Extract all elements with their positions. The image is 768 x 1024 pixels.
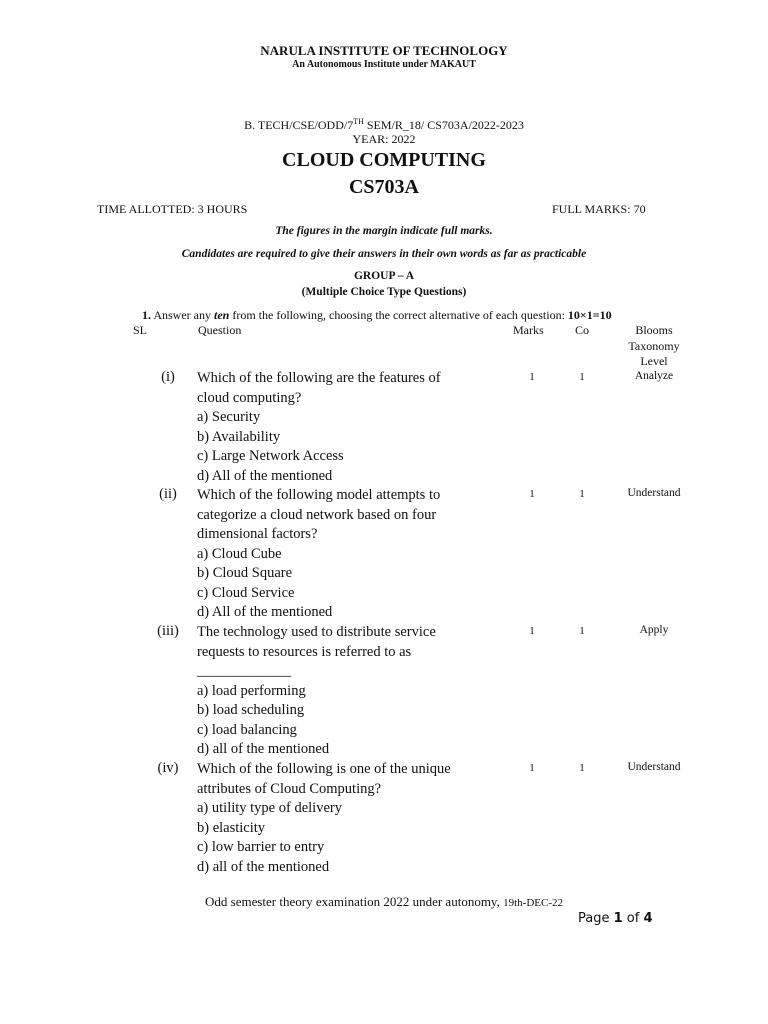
group-title: GROUP – A (353, 270, 415, 282)
footer-date: 19th-DEC-22 (503, 897, 563, 909)
option-line: d) All of the mentioned (197, 604, 333, 620)
question-text (197, 760, 497, 877)
instruction-marks: 10×1=10 (567, 308, 612, 322)
question-line: categorize a cloud network based on four (197, 506, 437, 523)
instruction-ten: ten (214, 308, 230, 322)
option-line: b) elasticity (197, 819, 266, 836)
option-line: a) Security (197, 409, 261, 425)
option-line: d) all of the mentioned (197, 858, 330, 875)
blooms-line: Taxonomy (628, 338, 680, 353)
question-line: attributes of Cloud Computing? (197, 780, 382, 797)
question-number: (ii) (159, 486, 177, 502)
column-header-sl: SL (133, 323, 148, 337)
instruction-text-b: from the following, choosing the correct alternative of each question: (229, 308, 568, 322)
footer-text: Odd semester theory examination 2022 under autonomy, (205, 894, 504, 909)
option-line: d) All of the mentioned (197, 467, 333, 484)
question-text (197, 486, 497, 623)
candidates-note: Candidates are required to give their answers in their own words as far as practicable (181, 248, 587, 260)
instruction-number: 1. (142, 308, 151, 322)
question-marks: 1 (529, 625, 535, 637)
subject-code: CS703A (348, 176, 419, 198)
question-line: requests to resources is referred to as (197, 643, 412, 660)
group-subtitle: (Multiple Choice Type Questions) (301, 286, 467, 298)
question-text (197, 623, 497, 760)
question-line: The technology used to distribute service (197, 624, 436, 640)
question-number: (iv) (157, 760, 179, 776)
subject-title: CLOUD COMPUTING (282, 149, 486, 171)
option-line: c) Large Network Access (197, 448, 344, 464)
question-blooms-level: Understand (627, 761, 681, 773)
option-line: a) load performing (197, 682, 306, 699)
question-marks: 1 (529, 371, 535, 383)
page-total: 4 (643, 911, 653, 926)
code-superscript: TH (353, 117, 364, 126)
column-header-question: Question (198, 323, 242, 337)
blooms-line: Blooms (635, 323, 673, 337)
option-line: b) Cloud Square (197, 565, 293, 581)
question-number: (i) (161, 369, 175, 385)
question-blooms-level: Apply (639, 624, 669, 636)
code-suffix: SEM/R_18/ CS703A/2022-2023 (363, 118, 524, 132)
time-allotted: TIME ALLOTTED: 3 HOURS (97, 202, 248, 216)
question-line: Which of the following model attempts to (197, 487, 441, 503)
option-line: a) Cloud Cube (197, 545, 282, 562)
question-text (197, 369, 497, 486)
institute-name: NARULA INSTITUTE OF TECHNOLOGY (260, 43, 508, 58)
question-line: cloud computing? (197, 389, 302, 406)
exam-year: YEAR: 2022 (352, 132, 416, 146)
page-footer (0, 894, 768, 910)
question-blooms-level: Understand (627, 487, 681, 499)
page-prefix: Page (578, 911, 614, 926)
institute-subtitle: An Autonomous Institute under MAKAUT (292, 59, 476, 70)
option-line: b) Availability (197, 428, 281, 445)
course-code-line (0, 117, 768, 133)
page-mid: of (622, 911, 644, 926)
margin-note: The figures in the margin indicate full marks. (275, 225, 493, 237)
question-co: 1 (579, 762, 585, 774)
column-header-blooms (612, 323, 696, 370)
option-line: c) Cloud Service (197, 584, 295, 601)
question-blooms-level: Analyze (634, 370, 674, 382)
option-line: b) load scheduling (197, 702, 305, 718)
question-marks: 1 (529, 762, 535, 774)
code-prefix: B. TECH/CSE/ODD/7 (244, 118, 354, 132)
option-line: a) utility type of delivery (197, 800, 342, 816)
question-line: Which of the following is one of the unique (197, 761, 451, 777)
page-number (578, 911, 653, 926)
full-marks: FULL MARKS: 70 (552, 202, 646, 216)
question-number: (iii) (157, 623, 179, 639)
question-co: 1 (579, 371, 585, 383)
question-line: Which of the following are the features of (197, 370, 441, 386)
instruction-text-a: Answer any (151, 308, 214, 322)
answer-blank: _____________ (197, 663, 292, 679)
question-marks: 1 (529, 488, 535, 500)
question-co: 1 (579, 625, 585, 637)
page-current: 1 (613, 911, 623, 926)
option-line: c) load balancing (197, 721, 297, 738)
question-instruction (142, 308, 612, 323)
column-header-marks: Marks (513, 323, 544, 337)
option-line: c) low barrier to entry (197, 839, 325, 855)
column-header-co: Co (575, 323, 590, 337)
question-line: dimensional factors? (197, 526, 318, 542)
blooms-line: Level (640, 354, 668, 368)
question-co: 1 (579, 488, 585, 500)
option-line: d) all of the mentioned (197, 741, 330, 757)
